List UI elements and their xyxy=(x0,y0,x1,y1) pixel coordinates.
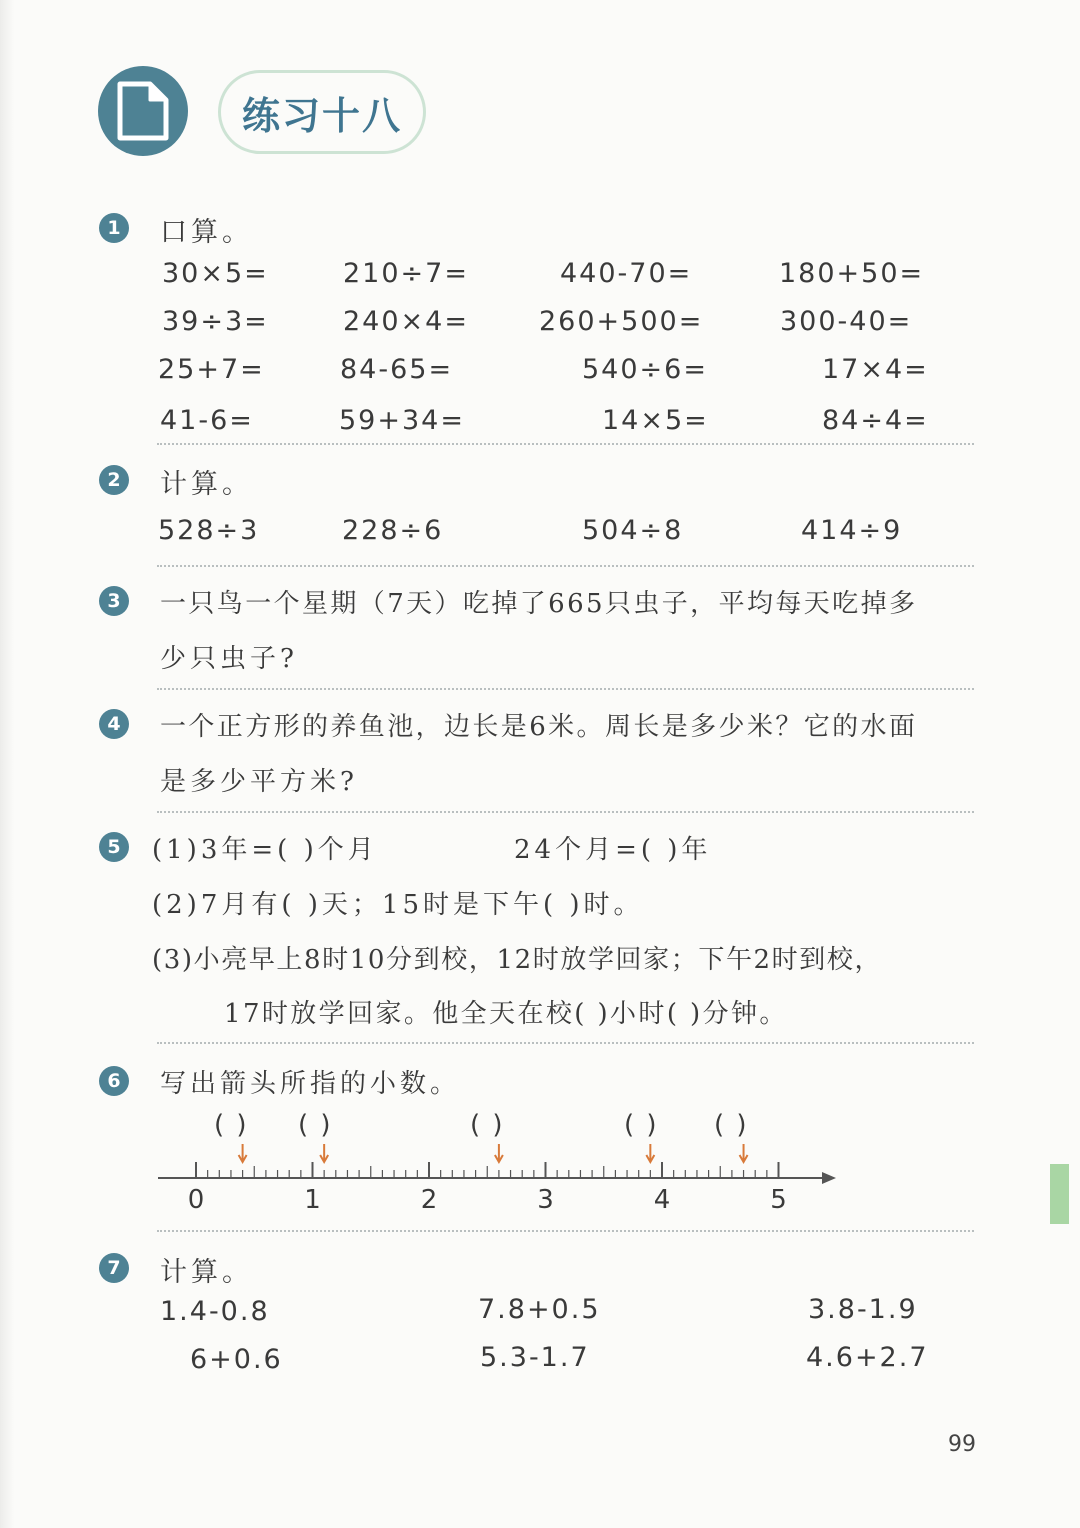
section-divider xyxy=(157,1042,974,1044)
q1-item: 59+34= xyxy=(339,405,465,436)
q7-label: 计算。 xyxy=(160,1257,253,1288)
q7-item: 7.8+0.5 xyxy=(478,1294,601,1325)
answer-blank[interactable]: ( ) xyxy=(470,1110,505,1140)
tick-label: 4 xyxy=(653,1185,671,1215)
q1-item: 30×5= xyxy=(162,258,269,289)
q2-item: 504÷8 xyxy=(582,515,684,546)
q7-item: 1.4-0.8 xyxy=(160,1296,270,1327)
page-binding-edge xyxy=(0,0,14,1528)
question-number-5: 5 xyxy=(99,832,129,862)
q1-item: 440-70= xyxy=(560,258,693,289)
q3-text-line1: 一只鸟一个星期（7天）吃掉了665只虫子，平均每天吃掉多 xyxy=(160,589,918,619)
section-divider xyxy=(157,565,974,567)
question-number-2: 2 xyxy=(99,465,129,495)
down-arrow-icon xyxy=(740,1144,748,1162)
q3-text-line2: 少只虫子? xyxy=(160,644,298,674)
q2-item: 414÷9 xyxy=(801,515,903,546)
side-tab xyxy=(1050,1164,1069,1224)
section-divider xyxy=(157,443,974,445)
q1-item: 17×4= xyxy=(822,354,929,385)
q1-item: 14×5= xyxy=(602,405,709,436)
q2-label: 计算。 xyxy=(160,469,253,500)
q5-part3-line2: 17时放学回家。他全天在校( )小时( )分钟。 xyxy=(224,999,788,1029)
q1-item: 210÷7= xyxy=(343,258,469,289)
q1-item: 25+7= xyxy=(158,354,265,385)
q7-item: 6+0.6 xyxy=(190,1344,283,1375)
answer-blank[interactable]: ( ) xyxy=(624,1110,659,1140)
page-number: 99 xyxy=(948,1432,976,1457)
answer-blank[interactable]: ( ) xyxy=(214,1110,249,1140)
answer-blank[interactable]: ( ) xyxy=(714,1110,749,1140)
q7-item: 4.6+2.7 xyxy=(806,1342,929,1373)
q1-item: 540÷6= xyxy=(582,354,708,385)
question-number-6: 6 xyxy=(99,1066,129,1096)
down-arrow-icon xyxy=(320,1144,328,1162)
q1-label: 口算。 xyxy=(160,217,253,248)
page-title: 练习十八 xyxy=(241,92,402,138)
q5-part3-line1: (3)小亮早上8时10分到校，12时放学回家；下午2时到校， xyxy=(152,945,883,975)
q1-item: 240×4= xyxy=(343,306,469,337)
down-arrow-icon xyxy=(495,1144,503,1162)
down-arrow-icon xyxy=(646,1144,654,1162)
q1-item: 300-40= xyxy=(780,306,913,337)
q1-item: 84-65= xyxy=(340,354,454,385)
number-line-arrowhead xyxy=(822,1172,836,1184)
tick-label: 3 xyxy=(537,1185,554,1215)
q1-item: 41-6= xyxy=(160,405,254,436)
q7-item: 3.8-1.9 xyxy=(808,1294,918,1325)
section-divider xyxy=(157,1230,974,1232)
answer-blank[interactable]: ( ) xyxy=(298,1110,333,1140)
title-pill xyxy=(218,70,426,154)
q2-item: 528÷3 xyxy=(158,515,260,546)
number-line xyxy=(150,1100,850,1220)
section-divider xyxy=(157,688,974,690)
q7-item: 5.3-1.7 xyxy=(480,1342,590,1373)
tick-label: 5 xyxy=(770,1185,787,1215)
question-number-4: 4 xyxy=(99,709,129,739)
q6-label: 写出箭头所指的小数。 xyxy=(160,1069,461,1099)
q1-item: 180+50= xyxy=(779,258,925,289)
question-number-7: 7 xyxy=(99,1253,129,1283)
section-divider xyxy=(157,811,974,813)
q5-part1b: 24个月=( )年 xyxy=(514,835,712,865)
question-number-1: 1 xyxy=(99,213,129,243)
down-arrow-icon xyxy=(239,1144,247,1162)
q5-part1a: (1)3年=( )个月 xyxy=(152,835,378,865)
q1-item: 84÷4= xyxy=(822,405,929,436)
tick-label: 0 xyxy=(187,1185,205,1215)
tick-label: 2 xyxy=(420,1185,438,1215)
document-icon xyxy=(98,66,188,156)
tick-label: 1 xyxy=(304,1185,321,1215)
q1-item: 260+500= xyxy=(539,306,704,337)
q1-item: 39÷3= xyxy=(162,306,269,337)
q4-text-line1: 一个正方形的养鱼池，边长是6米。周长是多少米？它的水面 xyxy=(160,712,918,742)
q2-item: 228÷6 xyxy=(342,515,444,546)
question-number-3: 3 xyxy=(99,586,129,616)
q4-text-line2: 是多少平方米? xyxy=(160,767,358,797)
q5-part2: (2)7月有( )天；15时是下午( )时。 xyxy=(152,890,644,920)
